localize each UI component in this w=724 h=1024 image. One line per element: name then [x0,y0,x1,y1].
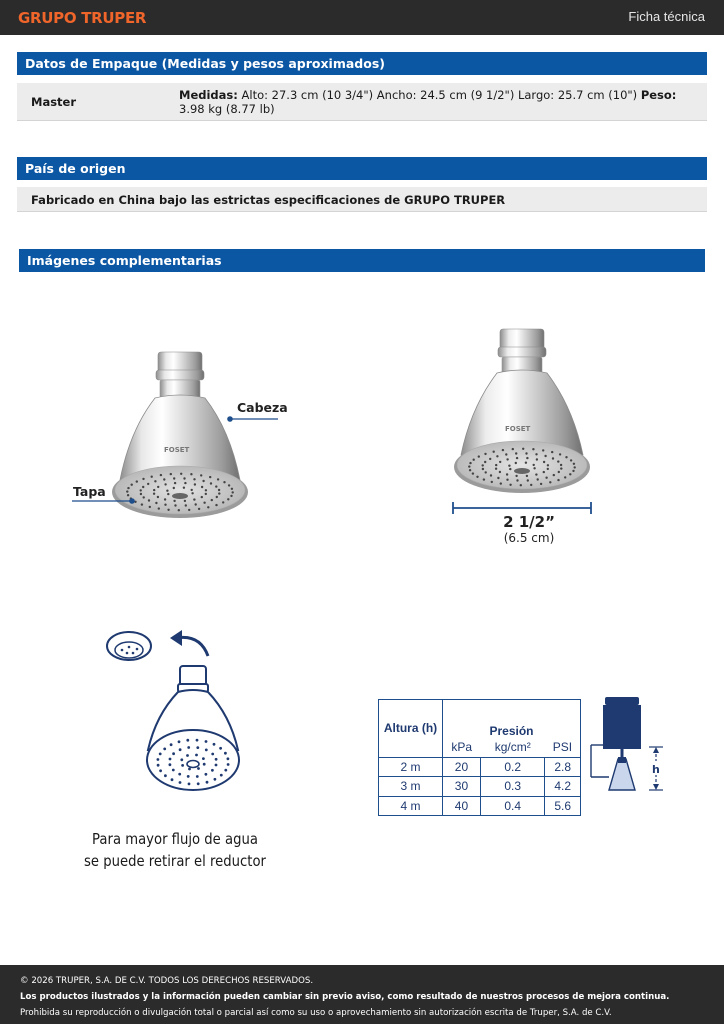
spray-hole [205,740,208,743]
spray-hole [179,781,182,784]
spray-hole [574,466,576,468]
spray-hole [495,464,497,466]
document-title: Ficha técnica [628,9,705,24]
spray-hole [545,477,547,479]
spray-hole [557,479,559,481]
spray-hole [557,460,559,462]
dims-label: Medidas: [179,88,238,102]
spray-hole [491,481,493,483]
height-cell: 3 m [379,777,443,797]
spray-hole [535,473,537,475]
packaging-row [17,83,707,121]
spray-hole [196,775,199,778]
origin-heading: País de origen [17,157,707,180]
spray-hole [227,763,230,766]
unit-psi: PSI [545,738,581,758]
spray-hole [569,473,571,475]
spray-hole [224,769,227,772]
spray-hole [169,758,172,761]
footer-prohibition: Prohibida su reproducción o divulgación total o parcial así como su uso o aprovechamiento sin autorización escrita de Truper, S.A. de C.V. [20,1008,612,1018]
spray-hole [496,455,498,457]
height-marker: h [652,763,660,776]
spray-hole [469,469,471,471]
spray-hole [484,453,486,455]
spray-hole [227,757,230,760]
spray-hole [515,475,517,477]
spray-hole [181,764,184,767]
spray-hole [211,753,214,756]
spray-hole [505,453,507,455]
water-tank-diagram [585,695,675,795]
spray-hole [559,453,561,455]
spray-hole [489,458,491,460]
spray-hole [196,746,199,749]
spray-hole [483,478,485,480]
spray-hole [525,452,527,454]
brand-mark-side: FOSET [505,425,531,433]
spray-hole [219,747,222,750]
spray-hole [164,774,167,777]
spray-hole [495,468,497,470]
spray-hole [468,465,470,467]
spray-hole [187,746,190,749]
spray-hole [178,740,181,743]
spray-hole [573,463,575,465]
spray-hole [535,453,537,455]
psi-cell: 5.6 [545,796,581,816]
spray-hole [522,448,524,450]
spray-hole [530,484,532,486]
spray-hole [213,743,216,746]
spray-hole [536,458,538,460]
caption-line-2: se puede retirar el reductor [84,852,266,870]
footer-notice: Los productos ilustrados y la información pueden cambiar sin previo aviso, como resultado de nuestros procesos de mejora continua. [20,992,670,1002]
spray-hole [159,753,162,756]
spray-hole [205,773,208,776]
spray-hole [179,748,182,751]
kpa-cell: 40 [443,796,481,816]
spray-hole [188,783,191,786]
spray-hole [490,474,492,476]
spray-hole [553,474,555,476]
footer [0,965,724,1024]
spray-hole [520,484,522,486]
spray-hole [197,767,200,770]
psi-cell: 4.2 [545,777,581,797]
spray-hole [525,462,527,464]
kpa-cell: 20 [443,757,481,777]
spray-hole [552,457,554,459]
spray-hole [178,773,181,776]
spray-hole [172,752,175,755]
spray-hole [482,464,484,466]
spray-hole [560,464,562,466]
callout-lines [60,400,290,520]
spray-hole [547,464,549,466]
spray-hole [172,769,175,772]
spray-hole [202,757,205,760]
spray-hole [186,754,189,757]
spray-hole [533,464,535,466]
spray-hole [205,749,208,752]
spray-hole [508,465,510,467]
spray-hole [171,778,174,781]
spray-hole [551,451,553,453]
callout-cabeza: Cabeza [237,400,288,415]
unit-kgcm2: kg/cm² [480,738,544,758]
spray-hole [180,758,183,761]
unit-kpa: kPa [443,738,481,758]
spray-hole [526,457,528,459]
spray-hole [206,781,209,784]
spray-hole [159,769,162,772]
truper-logo: GRUPO TRUPER [18,9,147,27]
spray-hole [527,479,529,481]
spray-hole [544,455,546,457]
spray-hole [558,471,560,473]
spray-hole [473,459,475,461]
spray-hole [547,468,549,470]
spray-hole [157,764,160,767]
spray-hole [549,481,551,483]
spray-hole [516,479,518,481]
spray-hole [215,758,218,761]
spray-hole [570,459,572,461]
spray-hole [169,763,172,766]
origin-row [17,187,707,212]
spray-hole [485,471,487,473]
spray-hole [220,774,223,777]
table-row [379,777,581,797]
spray-hole [542,449,544,451]
spray-hole [572,470,574,472]
kgcm2-cell: 0.3 [480,777,544,797]
spray-hole [170,743,173,746]
spray-hole [157,758,160,761]
top-bar [0,0,724,35]
images-heading: Imágenes complementarias [19,249,705,272]
table-row [379,796,581,816]
spray-hole [215,764,218,767]
spray-hole [478,455,480,457]
spray-hole [526,475,528,477]
spray-hole [499,461,501,463]
spray-hole [515,452,517,454]
header-height: Altura (h) [379,700,443,758]
kgcm2-cell: 0.2 [480,757,544,777]
spray-hole [533,467,535,469]
spray-hole [506,473,508,475]
psi-cell: 2.8 [545,757,581,777]
packaging-heading: Datos de Empaque (Medidas y pesos aproximados) [17,52,707,75]
spray-hole [537,478,539,480]
height-cell: 4 m [379,796,443,816]
spray-hole [543,461,545,463]
master-label: Master [31,95,77,109]
origin-text: Fabricado en China bajo las estrictas especificaciones de GRUPO TRUPER [31,193,506,207]
spray-hole [497,477,499,479]
table-row [379,757,581,777]
spray-hole [543,471,545,473]
spray-hole [188,768,191,771]
spray-hole [502,449,504,451]
spray-hole [540,483,542,485]
spray-hole [214,778,217,781]
spray-hole [203,763,206,766]
spray-hole [469,462,471,464]
dimension-cm: (6.5 cm) [503,531,555,545]
spray-hole [163,748,166,751]
kgcm2-cell: 0.4 [480,796,544,816]
pressure-table [378,699,581,816]
footer-copyright: © 2026 TRUPER, S.A. DE C.V. TODOS LOS DERECHOS RESERVADOS. [20,976,314,986]
callout-tapa: Tapa [73,484,106,499]
packaging-measures [179,88,699,116]
weight-label: Peso: [640,88,677,102]
caption-line-1: Para mayor flujo de agua [92,830,258,848]
spray-hole [187,775,190,778]
spray-hole [224,752,227,755]
spray-hole [509,484,511,486]
spray-hole [211,769,214,772]
dimension-inches: 2 1/2” [503,513,555,531]
spray-hole [564,476,566,478]
reducer-caption [74,828,276,872]
spray-hole [482,468,484,470]
kpa-cell: 30 [443,777,481,797]
spray-hole [516,457,518,459]
spray-hole [196,739,199,742]
spray-hole [565,456,567,458]
header-pressure: Presión [443,700,581,738]
spray-hole [506,479,508,481]
spray-hole [515,462,517,464]
reducer-removal-diagram [100,620,260,805]
spray-hole [484,461,486,463]
spray-hole [506,458,508,460]
dims-value: Alto: 27.3 cm (10 3/4") Ancho: 24.5 cm (9 1/2") Largo: 25.7 cm (10") [241,88,638,102]
shower-head-photo-side [445,325,600,495]
weight-value: 3.98 kg (8.77 lb) [179,102,275,116]
spray-hole [499,471,501,473]
spray-hole [509,468,511,470]
spray-hole [493,451,495,453]
spray-hole [186,739,189,742]
spray-hole [472,472,474,474]
spray-hole [500,482,502,484]
spray-hole [476,476,478,478]
spray-hole [560,467,562,469]
spray-hole [512,448,514,450]
brand-mark-front: FOSET [164,446,190,454]
spray-hole [197,782,200,785]
height-cell: 2 m [379,757,443,777]
spray-hole [195,754,198,757]
spray-hole [532,448,534,450]
